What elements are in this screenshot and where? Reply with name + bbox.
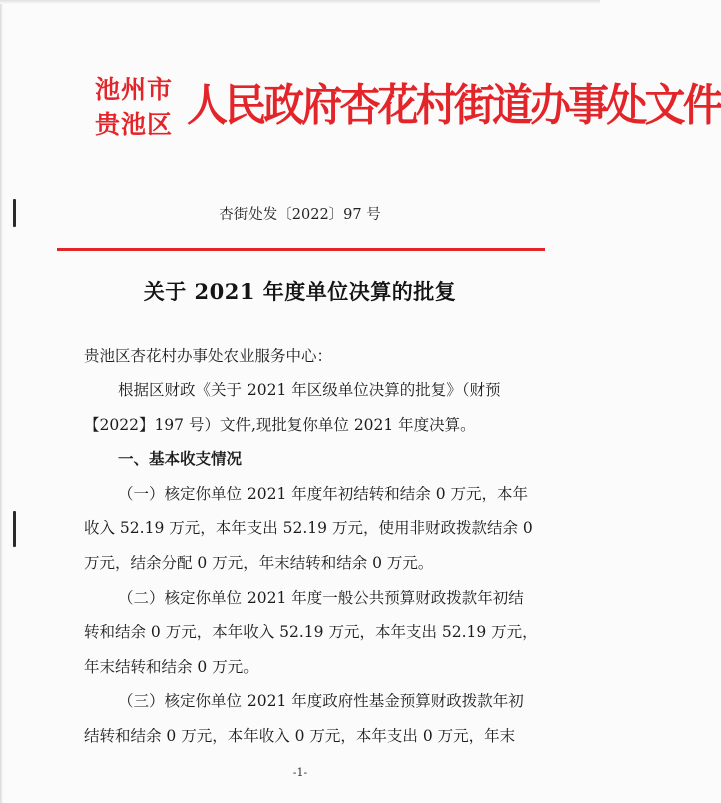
page-number: -1- xyxy=(292,766,308,779)
red-divider-line xyxy=(57,248,545,251)
body-line: 一、基本收支情况 xyxy=(118,449,243,469)
binding-mark-bottom xyxy=(13,511,16,547)
letterhead-main-title: 人民政府杏花村街道办事处文件 xyxy=(187,80,721,131)
body-line: 收入 52.19 万元，本年支出 52.19 万元，使用非财政拨款结余 0 xyxy=(84,519,533,538)
body-line: 转和结余 0 万元，本年收入 52.19 万元，本年支出 52.19 万元， xyxy=(84,623,538,642)
document-title: 关于 2021 年度单位决算的批复 xyxy=(143,279,457,304)
document-number: 杏街处发〔2022〕97 号 xyxy=(219,207,381,223)
letterhead xyxy=(95,72,721,162)
addressee: 贵池区杏花村办事处农业服务中心： xyxy=(84,347,333,365)
body-line: （三）核定你单位 2021 年度政府性基金预算财政拨款年初 xyxy=(118,692,524,711)
body-line: 年末结转和结余 0 万元。 xyxy=(84,657,259,676)
body-line: （二）核定你单位 2021 年度一般公共预算财政拨款年初结 xyxy=(118,588,524,607)
body-line: 万元，结余分配 0 万元，年末结转和结余 0 万元。 xyxy=(84,554,434,572)
body-line: （一）核定你单位 2021 年度年初结转和结余 0 万元，本年 xyxy=(118,484,529,503)
letterhead-district: 贵池区 xyxy=(95,110,174,139)
letterhead-city: 池州市 xyxy=(95,75,174,104)
letterhead-issuers xyxy=(95,72,183,142)
scan-edge-left xyxy=(0,0,3,803)
body-line: 【2022】197 号）文件,现批复你单位 2021 年度决算。 xyxy=(84,415,476,434)
body-line: 结转和结余 0 万元，本年收入 0 万元，本年支出 0 万元，年末 xyxy=(84,727,516,745)
body-line: 根据区财政《关于 2021 年区级单位决算的批复》（财预 xyxy=(118,381,501,399)
scan-edge-top xyxy=(0,0,600,4)
